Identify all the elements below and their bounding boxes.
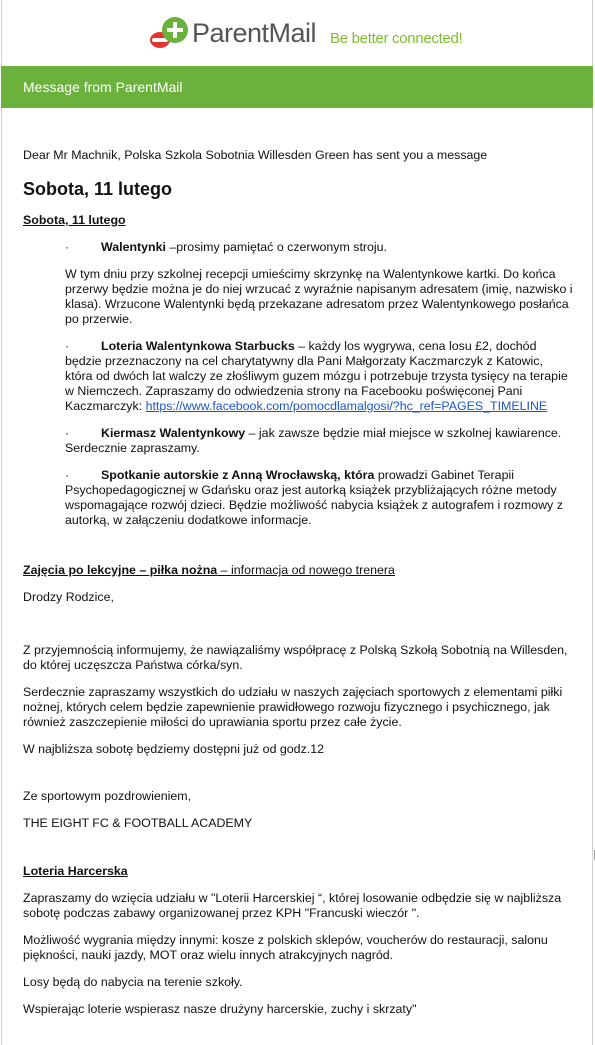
- bullet-title: Kiermasz Walentynkowy: [101, 426, 246, 440]
- closing-line: Ze sportowym pozdrowieniem,: [23, 789, 192, 803]
- banner-text: Message from ParentMail: [23, 79, 183, 95]
- football-paragraph-2: Serdecznie zapraszamy wszystkich do udziału w naszych zajęciach sportowych z elementami piłki nożnej, których celem będzie zapewnienie prawidłowego rozwoju fizycznego i psychicznego, jak również zaszczepienie miłości do uprawiania sportu przez całe życie.: [23, 685, 563, 729]
- bullet-text: – jak zawsze będzie miał miejsce w szkolnej kawiarence. Serdecznie zapraszamy.: [65, 426, 562, 455]
- bullet-text: –prosimy pamiętać o czerwonym stroju.: [165, 240, 387, 254]
- header-logo-row: [0, 0, 595, 64]
- loteria-paragraph-2: Możliwość wygrania między innymi: kosze z polskich sklepów, voucherów do restauracji, salonu piękności, nauki jazdy, MOT oraz wielu innych atrakcyjnych nagród.: [23, 933, 548, 962]
- bullet-title: Spotkanie autorskie z Anną Wrocławską, która: [101, 468, 375, 482]
- bullet-text: – każdy los wygrywa, cena losu £2, dochód będzie przeznaczony na cel charytatywny dla Pani Małgorzaty Kaczmarczyk z Katowic, która od dwóch lat walczy ze złośliwym guzem mózgu i potrzebuje trzysta tysięcy na terapie w Niemczech. Zapraszamy do odwiedzenia strony na Facebooku poświęconej Pani Kaczmarczyk:: [65, 339, 568, 413]
- heading-bold: Zajęcia po lekcyjne – piłka nożna: [23, 563, 218, 577]
- section-heading-sobota: Sobota, 11 lutego: [23, 213, 126, 227]
- bullet-text: prowadzi Gabinet Terapii Psychopedagogicznej w Gdańsku oraz jest autorką książek przybliżających różne metody wspomagające rozwój dzieci. Będzie możliwość nabycia książek z autografem i rozmowy z autorką, w załączeniu dodatkowe informacje.: [65, 468, 563, 527]
- football-paragraph-3: W najbliższa sobotę będziemy dostępni już od godz.12: [23, 742, 324, 756]
- intro-line: Dear Mr Machnik, Polska Szkola Sobotnia Willesden Green has sent you a message: [23, 148, 488, 162]
- bullet-dot: ·: [65, 339, 70, 353]
- message-body: [23, 148, 573, 1017]
- section-heading-zajecia: [23, 563, 573, 578]
- greeting: Drodzy Rodzice,: [23, 590, 114, 604]
- section-heading-loteria: Loteria Harcerska: [23, 864, 128, 878]
- bullet-dot: ·: [65, 426, 70, 440]
- heading-rest: – informacja od nowego trenera: [217, 563, 395, 577]
- brand-tagline: Be better connected!: [330, 30, 463, 47]
- football-paragraph-1: Z przyjemnością informujemy, że nawiązaliśmy współpracę z Polską Szkołą Sobotnią na Willesden, do której uczęszcza Państwa córka/syn.: [23, 643, 568, 672]
- bullet-dot: ·: [65, 468, 70, 482]
- facebook-link[interactable]: https://www.facebook.com/pomocdlamalgosi/?hc_ref=PAGES_TIMELINE: [145, 399, 548, 413]
- brand-name: ParentMail: [192, 18, 317, 48]
- bullet-walentynki: [65, 240, 573, 255]
- bullet-title: Loteria Walentynkowa Starbucks: [101, 339, 295, 353]
- loteria-paragraph-3: Losy będą do nabycia na terenie szkoły.: [23, 975, 243, 989]
- message-banner: [1, 66, 593, 108]
- signature: THE EIGHT FC & FOOTBALL ACADEMY: [23, 816, 253, 830]
- loteria-paragraph-4: Wspierając loterie wspierasz nasze drużyny harcerskie, zuchy i skrzaty": [23, 1002, 417, 1016]
- bullet-kiermasz: [65, 426, 573, 456]
- bullet-dot: ·: [65, 240, 70, 254]
- bullet-spotkanie: [65, 468, 573, 528]
- message-title: Sobota, 11 lutego: [23, 179, 173, 199]
- loteria-paragraph-1: Zapraszamy do wzięcia udziału w "Loterii Harcerskiej “, której losowanie odbędzie się w najbliższa sobotę podczas zabawy organizowanej przez KPH "Francuski wieczór ".: [23, 891, 562, 920]
- walentynki-paragraph: W tym dniu przy szkolnej recepcji umieścimy skrzynkę na Walentynkowe kartki. Do końca przerwy będzie można je do niej wrzucać z wyraźnie napisanym adresatem (imię, nazwisko i klasa). Wrzucone Walentynki będą przekazane adresatom przez Walentynkowego posłańca po przerwie.: [65, 267, 573, 326]
- bullet-loteria: [65, 339, 573, 414]
- bullet-title: Walentynki: [101, 240, 166, 254]
- parentmail-logo-icon: [148, 16, 190, 50]
